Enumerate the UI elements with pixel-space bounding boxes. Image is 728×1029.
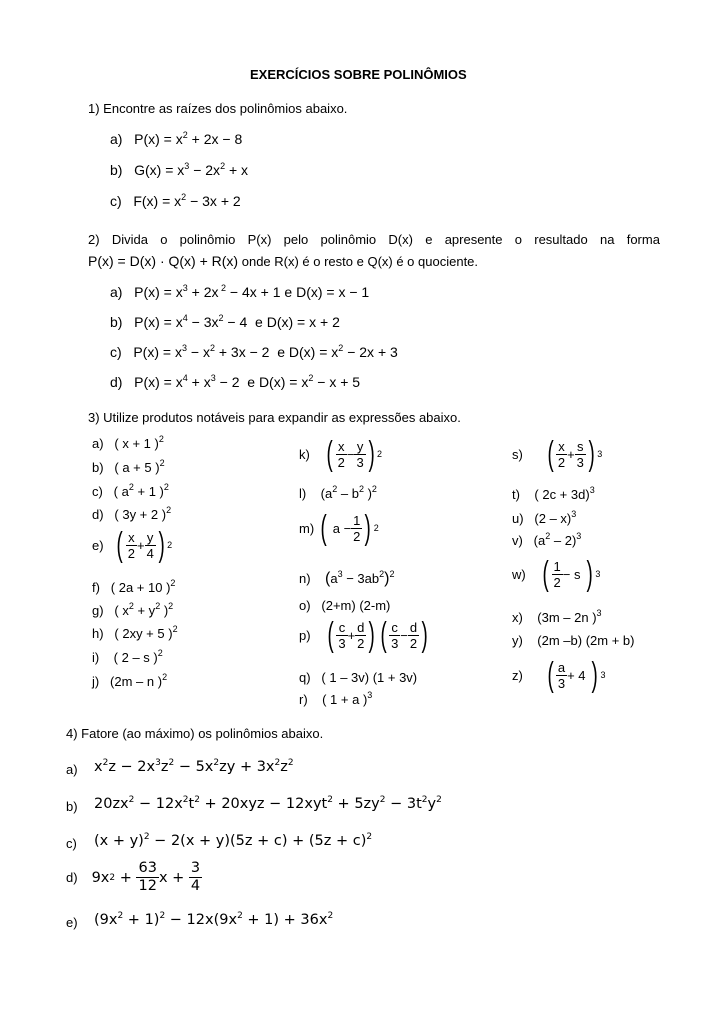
item-label: v) xyxy=(512,533,523,548)
item-label: e) xyxy=(92,537,104,553)
word: resultado xyxy=(534,232,588,247)
q3-item-u: u) (2 – x)$^3$ xyxy=(512,509,577,526)
item-label: j) xyxy=(92,674,100,689)
q1-item-b: b) $G(x) = x^3 - 2x^2 + x$ xyxy=(110,161,249,178)
word: pelo xyxy=(283,232,309,247)
word: apresente xyxy=(444,232,503,247)
q2-item-b: b) $P(x) = x^4 - 3x^2 - 4$ e D(x) = x + 2 xyxy=(110,313,340,330)
item-label: c) xyxy=(66,836,77,851)
item-label: h) xyxy=(92,626,104,641)
word: e xyxy=(425,232,433,247)
item-label: a) xyxy=(66,762,78,777)
question-4-prompt: 4) Fatore (ao máximo) os polinômios abaixo. xyxy=(66,726,324,741)
item-label: a) xyxy=(92,436,104,451)
word: polinômio xyxy=(320,232,377,247)
q3-item-s: s) ( $\frac{x}{2}$ + $\frac{s}{3}$ ) 3 xyxy=(512,435,603,473)
word: 2) xyxy=(88,232,100,247)
item-label: m) xyxy=(299,520,315,536)
item-label: x) xyxy=(512,610,523,625)
q3-item-t: t) ( 2c + 3d)$^3$ xyxy=(512,485,595,502)
q3-item-o xyxy=(299,598,390,613)
q2-item-a: a) $P(x) = x^3 + 2x$ $^2$ − 4x + 1 e D(x) = x − 1 xyxy=(110,283,370,300)
item-label: a) xyxy=(110,284,123,300)
q3-item-j: j) (2m – n )$^2$ xyxy=(92,672,168,689)
q4-item-e: e) $(9x^2 + 1)^2 - 12x(9x^2 + 1) + 36x^2$ xyxy=(66,911,334,930)
q3-item-l: l) ($a^2 - b^2$ )$^2$ xyxy=(299,484,377,501)
item-expr: ( 1 – 3v) (1 + 3v) xyxy=(321,670,418,685)
q3-item-f: f) ( 2a + 10 )$^2$ xyxy=(92,578,176,595)
word: P(x) xyxy=(247,232,272,247)
word: D(x) xyxy=(388,232,413,247)
item-label: y) xyxy=(512,633,523,648)
question-1-prompt: 1) Encontre as raízes dos polinômios abaixo. xyxy=(88,101,348,116)
q3-item-a: a) ( x + 1 )$^2$ xyxy=(92,434,164,451)
item-label: w) xyxy=(512,566,526,582)
q3-item-w: w) ( $\frac{1}{2}$ − s ) 3 xyxy=(512,555,601,593)
item-label: i) xyxy=(92,650,100,665)
item-label: d) xyxy=(66,870,78,885)
q3-item-x: x) (3m – 2n )$^3$ xyxy=(512,608,602,625)
q1-item-a: a) $P(x) = x^2 + 2x - 8$ xyxy=(110,130,243,147)
q3-item-c: c) ( $a^2 + 1$ )$^2$ xyxy=(92,482,169,499)
q3-item-z: z) ( $\frac{a}{3}$ + 4 ) 3 xyxy=(512,656,606,694)
q3-item-v: v) $(a^2 - 2)^3$ xyxy=(512,531,582,548)
question-2-prompt xyxy=(88,232,660,247)
question-2-prompt-line2 xyxy=(88,253,478,269)
q3-item-d: d) ( 3y + 2 )$^2$ xyxy=(92,505,172,522)
item-label: n) xyxy=(299,571,311,586)
q3-item-e: e) ( $\frac{x}{2}$ + $\frac{y}{4}$ ) 2 xyxy=(92,526,173,564)
q3-item-n: n) $(a^3 - 3ab^2)^2$ xyxy=(299,569,395,587)
word: polinômio xyxy=(179,232,236,247)
q3-item-b: b) ( a + 5 )$^2$ xyxy=(92,458,165,475)
prompt-text: onde R(x) é o resto e Q(x) é o quociente. xyxy=(241,254,479,269)
q3-item-q xyxy=(299,670,417,685)
q2-item-c: c) $P(x) = x^3 - x^2 + 3x - 2$ e $D(x) = x^2 - 2x + 3$ xyxy=(110,343,398,360)
q4-item-d: d) 9x 2 + $\frac{63}{12}$ x + $\frac{3}{4}$ xyxy=(66,860,201,894)
item-label: q) xyxy=(299,670,311,685)
word: o xyxy=(160,232,168,247)
item-label: c) xyxy=(92,484,103,499)
item-label: b) xyxy=(92,460,104,475)
q1-item-c: c) $F(x) = x^2 - 3x + 2$ xyxy=(110,192,241,209)
q3-item-y xyxy=(512,633,634,648)
q4-item-c: c) $(x + y)^2 - 2(x + y)(5z + c) + (5z + c)^2$ xyxy=(66,832,373,851)
item-label: d) xyxy=(92,507,104,522)
item-label: b) xyxy=(110,162,123,178)
item-label: d) xyxy=(110,374,123,390)
item-label: c) xyxy=(110,344,122,360)
item-label: b) xyxy=(110,314,123,330)
q2-item-d: d) $P(x) = x^4 + x^3 - 2$ e $D(x) = x^2 - x + 5$ xyxy=(110,373,361,390)
q3-item-i: i) ( 2 – s )$^2$ xyxy=(92,648,163,665)
item-label: p) xyxy=(299,627,311,643)
item-label: f) xyxy=(92,580,100,595)
item-expr: (2+m) (2-m) xyxy=(321,598,391,613)
q4-item-a: a) $x^2z - 2x^3z^2 - 5x^2zy + 3x^2z^2$ xyxy=(66,758,294,777)
item-label: a) xyxy=(110,131,123,147)
item-label: t) xyxy=(512,487,520,502)
page-title: EXERCÍCIOS SOBRE POLINÔMIOS xyxy=(250,67,467,82)
word: na xyxy=(599,232,615,247)
q3-item-m: m) ( a − $\frac{1}{2}$ ) 2 xyxy=(299,509,379,547)
item-label: u) xyxy=(512,511,524,526)
item-label: l) xyxy=(299,486,307,501)
item-label: s) xyxy=(512,446,523,462)
q4-item-b: b) $20zx^2 - 12x^2t^2 + 20xyz - 12xyt^2 + 5zy^2 - 3t^2y^2$ xyxy=(66,795,442,814)
q3-item-h: h) ( 2xy + 5 )$^2$ xyxy=(92,624,178,641)
item-expr: (2m –b) (2m + b) xyxy=(537,633,635,648)
word: Divida xyxy=(111,232,148,247)
item-label: o) xyxy=(299,598,311,613)
item-label: k) xyxy=(299,446,310,462)
division-formula: P(x) = D(x) · Q(x) + R(x) xyxy=(88,253,239,269)
q3-item-r: r) ( 1 + a )$^3$ xyxy=(299,690,373,707)
item-label: e) xyxy=(66,915,78,930)
item-label: g) xyxy=(92,603,104,618)
question-3-prompt: 3) Utilize produtos notáveis para expandir as expressões abaixo. xyxy=(88,410,461,425)
item-label: r) xyxy=(299,692,308,707)
q3-item-g: g) ( $x^2 + y^2$ )$^2$ xyxy=(92,601,174,618)
q3-item-k: k) ( $\frac{x}{2}$ − $\frac{y}{3}$ ) 2 xyxy=(299,435,383,473)
word: o xyxy=(514,232,522,247)
word: forma xyxy=(626,232,660,247)
item-label: c) xyxy=(110,193,122,209)
item-label: b) xyxy=(66,799,78,814)
q3-item-p: p) ( $\frac{c}{3}$ + $\frac{d}{2}$ ) ( $\frac{c}{3}$ − $\frac{d}{2}$ ) xyxy=(299,616,428,654)
item-label: z) xyxy=(512,667,523,683)
